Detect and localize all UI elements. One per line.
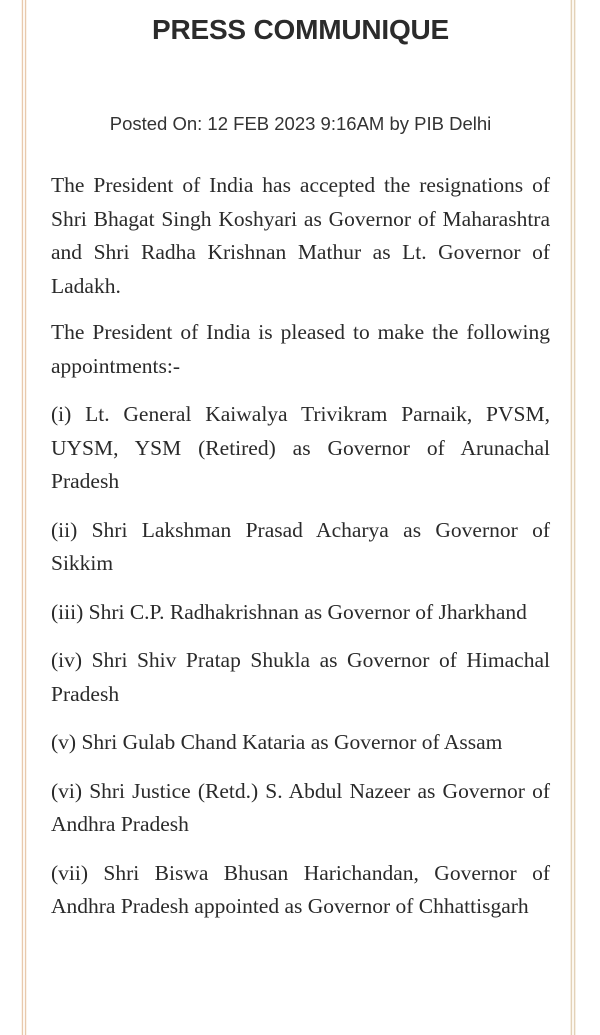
appointment-item: (ii) Shri Lakshman Prasad Acharya as Governor of Sikkim xyxy=(51,517,550,575)
appointment-item: (v) Shri Gulab Chand Kataria as Governor of Assam xyxy=(51,730,503,754)
appointments-list xyxy=(51,398,550,924)
posted-on-line: Posted On: 12 FEB 2023 9:16AM by PIB Delhi xyxy=(109,113,492,134)
press-release-document xyxy=(51,0,550,924)
appointment-item: (vii) Shri Biswa Bhusan Harichandan, Governor of Andhra Pradesh appointed as Governor of Chhattisgarh xyxy=(51,860,550,918)
appointment-item: (iv) Shri Shiv Pratap Shukla as Governor of Himachal Pradesh xyxy=(51,648,550,706)
appointment-item: (i) Lt. General Kaiwalya Trivikram Parnaik, PVSM, UYSM, YSM (Retired) as Governor of Arunachal Pradesh xyxy=(51,402,550,493)
document-title: PRESS COMMUNIQUE xyxy=(151,14,450,45)
appointment-item: (vi) Shri Justice (Retd.) S. Abdul Nazeer as Governor of Andhra Pradesh xyxy=(51,778,550,836)
appointments-intro-paragraph: The President of India is pleased to make the following appointments:- xyxy=(51,320,550,378)
page-border-right xyxy=(570,0,576,1035)
page-border-left xyxy=(21,0,27,1035)
intro-paragraph: The President of India has accepted the resignations of Shri Bhagat Singh Koshyari as Governor of Maharashtra and Shri Radha Krishnan Mathur as Lt. Governor of Ladakh. xyxy=(51,173,550,298)
appointment-item: (iii) Shri C.P. Radhakrishnan as Governor of Jharkhand xyxy=(51,599,527,624)
